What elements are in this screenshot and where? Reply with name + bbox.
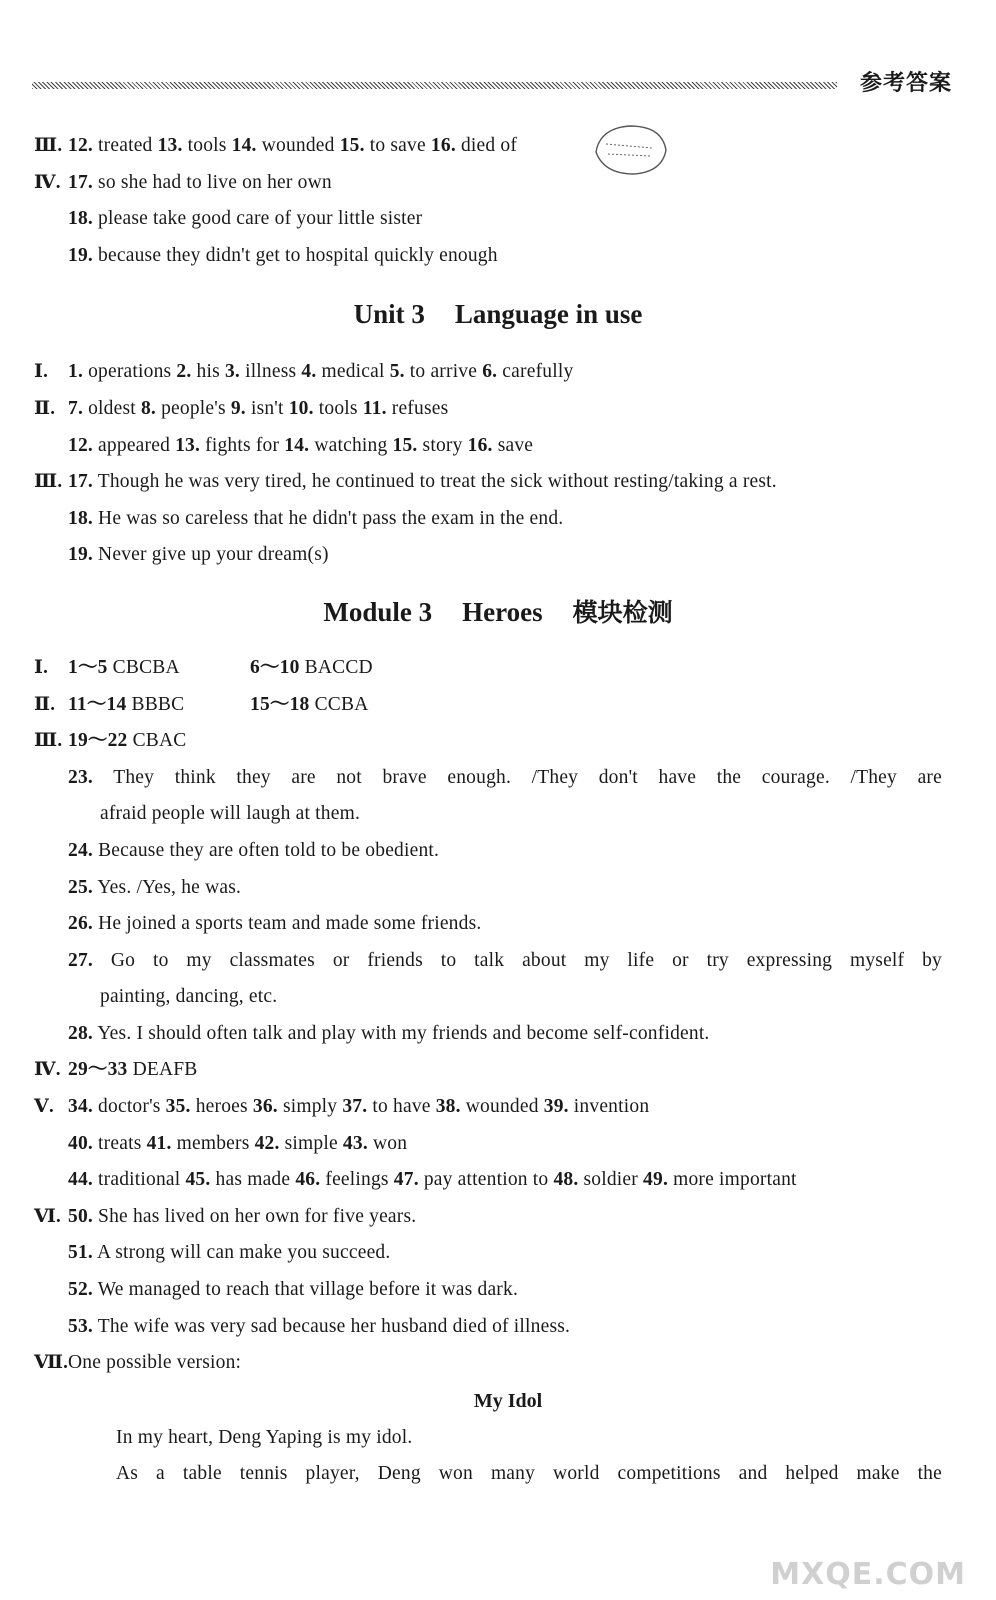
item-number: 52. — [68, 1279, 93, 1301]
item-answer: to arrive — [404, 361, 483, 383]
answer-line — [0, 128, 996, 165]
item-number: 38. — [435, 1096, 461, 1118]
item-number: 37. — [342, 1096, 368, 1118]
answer-text — [68, 391, 448, 428]
item-answer: invention — [568, 1096, 650, 1118]
roman-numeral: Ⅱ. — [34, 397, 56, 419]
answer-line — [0, 1089, 996, 1126]
header-rule — [32, 82, 837, 89]
answer-line-23b — [0, 796, 996, 833]
item-number: 11. — [362, 397, 387, 419]
answer-28-text: Yes. I should often talk and play with my friends and become self-confident. — [97, 1022, 710, 1044]
answer-text — [68, 428, 533, 465]
item-number: 40. — [68, 1132, 93, 1154]
item-answer: more important — [668, 1169, 797, 1191]
item-answer: BACCD — [299, 656, 373, 678]
roman-numeral: Ⅲ. — [34, 135, 63, 156]
answer-line-28: 28. Yes. I should often talk and play with my friends and become self-confident. — [68, 1022, 710, 1044]
item-answer: has made — [210, 1169, 296, 1191]
answer-line-27b — [0, 979, 996, 1016]
item-number: 11～14 — [68, 693, 127, 715]
answer-line — [0, 1126, 996, 1163]
item-answer: pay attention to — [418, 1169, 554, 1191]
answer-text — [68, 1162, 797, 1199]
answer-text — [68, 1235, 390, 1272]
item-number: 15～18 — [250, 693, 310, 715]
item-answer: people's — [156, 397, 231, 419]
item-number: 6. — [482, 361, 498, 383]
roman-numeral: Ⅳ. — [34, 1059, 61, 1081]
item-answer: The wife was very sad because her husband died of illness. — [92, 1315, 571, 1337]
item-answer: A strong will can make you succeed. — [92, 1242, 391, 1264]
item-answer: She has lived on her own for five years. — [92, 1205, 417, 1227]
roman-numeral: Ⅰ. — [34, 656, 49, 678]
item-number: 48. — [553, 1169, 579, 1191]
item-answer: treats — [92, 1132, 147, 1154]
item-answer: so she had to live on her own — [92, 171, 332, 193]
answer-text — [68, 687, 184, 724]
item-number: 18. — [68, 208, 93, 230]
answer-text — [68, 1052, 198, 1089]
roman-numeral: Ⅲ. — [34, 730, 63, 752]
answer-text-second — [250, 687, 368, 724]
item-number: 3. — [224, 361, 240, 383]
item-answer: refuses — [386, 397, 449, 419]
unit3-heading-number: Unit 3 — [353, 299, 425, 330]
answer-line — [0, 464, 996, 501]
item-number: 1. — [68, 361, 84, 383]
essay-paragraph-1-text: In my heart, Deng Yaping is my idol. — [116, 1426, 413, 1448]
item-number: 45. — [185, 1169, 211, 1191]
roman-numeral: Ⅴ. — [34, 1096, 54, 1118]
item-answer: We managed to reach that village before it was dark. — [92, 1279, 519, 1301]
item-answer: simply — [277, 1096, 343, 1118]
answer-23-text-b: afraid people will laugh at them. — [100, 803, 361, 825]
item-number: 14. — [284, 434, 310, 456]
answer-text — [68, 354, 573, 391]
answer-24-text: Because they are often told to be obedient. — [98, 839, 440, 861]
answer-line — [0, 537, 996, 574]
item-number: 12. — [68, 434, 93, 456]
answer-line-23a: 23. They think they are not brave enough. /They don't have the courage. /They are — [68, 766, 942, 788]
vii-intro-text: One possible version: — [68, 1352, 242, 1374]
answer-text — [68, 723, 186, 760]
item-number: 51. — [68, 1242, 93, 1264]
item-number: 41. — [146, 1132, 172, 1154]
item-number: 17. — [68, 471, 93, 493]
roman-numeral: Ⅵ. — [34, 1205, 61, 1227]
section-top — [0, 128, 996, 274]
item-answer: soldier — [578, 1169, 644, 1191]
answer-line — [0, 1309, 996, 1346]
item-number: 35. — [165, 1096, 191, 1118]
item-number: 16. — [467, 434, 493, 456]
answer-line — [0, 723, 996, 760]
item-answer: feelings — [320, 1169, 394, 1191]
item-answer: died of — [455, 135, 518, 156]
answer-line — [0, 165, 996, 202]
essay-paragraph-2-text: As a table tennis player, Deng won many world competitions and helped make the — [116, 1463, 942, 1485]
item-number: 9. — [230, 397, 246, 419]
item-answer: appeared — [92, 434, 176, 456]
item-number: 19～22 — [68, 730, 128, 752]
item-number: 10. — [288, 397, 314, 419]
roman-numeral: Ⅱ. — [34, 693, 56, 715]
answer-text — [68, 1199, 416, 1236]
item-answer: fights for — [200, 434, 285, 456]
answer-line — [0, 687, 996, 724]
roman-numeral: Ⅲ. — [34, 471, 63, 493]
answer-text — [68, 165, 332, 202]
module3-heading-cn: 模块检测 — [572, 597, 673, 627]
answer-line — [0, 1272, 996, 1309]
item-number: 13. — [157, 135, 183, 156]
answer-23-text-a: They think they are not brave enough. /They don't have the courage. /They are — [113, 766, 942, 788]
answer-line — [0, 1199, 996, 1236]
item-answer: medical — [316, 361, 390, 383]
item-answer: CBAC — [127, 730, 187, 752]
item-answer: isn't — [245, 397, 289, 419]
item-answer: oldest — [83, 397, 141, 419]
item-answer: please take good care of your little sister — [92, 208, 423, 230]
answer-line — [0, 501, 996, 538]
item-answer: tools — [313, 397, 363, 419]
answer-line-vii — [0, 1345, 996, 1382]
item-number: 34. — [68, 1096, 93, 1118]
answer-text — [68, 1126, 407, 1163]
item-answer: won — [367, 1132, 408, 1154]
roman-numeral: Ⅰ. — [34, 361, 49, 383]
item-answer: his — [191, 361, 225, 383]
answer-text — [68, 1272, 518, 1309]
answer-line — [0, 391, 996, 428]
unit3-heading — [0, 274, 996, 354]
item-number: 5. — [389, 361, 405, 383]
answer-line — [0, 1052, 996, 1089]
module3-heading — [0, 574, 996, 650]
item-answer: doctor's — [92, 1096, 166, 1118]
item-number: 53. — [68, 1315, 93, 1337]
item-number: 16. — [430, 135, 456, 156]
item-number: 36. — [252, 1096, 278, 1118]
item-number: 50. — [68, 1205, 93, 1227]
answer-26-text: He joined a sports team and made some friends. — [98, 913, 482, 935]
item-answer: to save — [364, 135, 431, 156]
answer-line-25: 25. Yes. /Yes, he was. — [68, 876, 242, 898]
roman-numeral: Ⅶ. — [34, 1352, 69, 1374]
item-number: 13. — [175, 434, 201, 456]
item-number: 19. — [68, 544, 93, 566]
item-answer: heroes — [190, 1096, 253, 1118]
answer-content — [0, 128, 996, 1493]
item-number: 14. — [231, 135, 257, 156]
item-number: 12. — [68, 135, 93, 156]
item-answer: story — [417, 434, 468, 456]
item-answer: illness — [240, 361, 302, 383]
answer-text — [68, 501, 563, 538]
item-number: 39. — [543, 1096, 569, 1118]
item-answer: Though he was very tired, he continued to treat the sick without resting/taking a rest. — [92, 471, 777, 493]
item-answer: DEAFB — [127, 1059, 198, 1081]
item-number: 42. — [254, 1132, 280, 1154]
item-answer: tools — [182, 135, 232, 156]
item-number: 46. — [295, 1169, 321, 1191]
item-number: 6～10 — [250, 656, 300, 678]
section-module3-rest — [0, 1052, 996, 1345]
item-number: 4. — [301, 361, 317, 383]
item-answer: watching — [309, 434, 393, 456]
item-answer: carefully — [497, 361, 574, 383]
item-number: 49. — [643, 1169, 669, 1191]
answer-27-text-b: painting, dancing, etc. — [100, 986, 278, 1008]
essay-paragraph-2 — [0, 1456, 996, 1493]
answer-line — [0, 428, 996, 465]
header-label: 参考答案 — [859, 71, 952, 96]
answer-line — [0, 650, 996, 687]
answer-text — [68, 201, 422, 238]
answer-text-second — [250, 650, 373, 687]
item-number: 19. — [68, 244, 93, 266]
essay-paragraph-1 — [0, 1420, 996, 1457]
answer-text — [68, 464, 777, 501]
item-answer: Never give up your dream(s) — [92, 544, 329, 566]
item-number: 47. — [393, 1169, 419, 1191]
item-answer: operations — [83, 361, 177, 383]
item-number: 8. — [140, 397, 156, 419]
answer-line — [0, 354, 996, 391]
item-answer: members — [171, 1132, 255, 1154]
item-answer: save — [492, 434, 534, 456]
item-number: 18. — [68, 507, 93, 529]
answer-line — [0, 201, 996, 238]
answer-line-27a: 27. Go to my classmates or friends to talk about my life or try expressing myself by — [68, 949, 942, 971]
answer-text — [68, 1089, 649, 1126]
item-number: 2. — [176, 361, 192, 383]
watermark: MXQE.COM — [770, 1557, 966, 1592]
item-number: 17. — [68, 171, 93, 193]
answer-line-24: 24. Because they are often told to be obedient. — [68, 839, 440, 861]
item-number: 43. — [342, 1132, 368, 1154]
answer-line — [0, 1162, 996, 1199]
item-number: 15. — [339, 135, 365, 156]
answer-27-text-a: Go to my classmates or friends to talk about my life or try expressing myself by — [110, 949, 942, 971]
item-number: 7. — [68, 397, 84, 419]
answer-text — [68, 1309, 570, 1346]
item-number: 15. — [392, 434, 418, 456]
item-number: 29～33 — [68, 1059, 128, 1081]
item-answer: because they didn't get to hospital quickly enough — [92, 244, 498, 266]
item-answer: treated — [92, 135, 158, 156]
item-number: 44. — [68, 1169, 93, 1191]
answer-line — [0, 1235, 996, 1272]
answer-text — [68, 650, 180, 687]
item-answer: simple — [279, 1132, 343, 1154]
answer-text — [68, 238, 498, 275]
item-answer: to have — [367, 1096, 436, 1118]
item-answer: CBCBA — [107, 656, 180, 678]
module3-heading-number: Module 3 — [323, 596, 433, 627]
answer-25-text: Yes. /Yes, he was. — [97, 876, 242, 898]
essay-title: My Idol — [473, 1389, 543, 1412]
answer-line — [0, 238, 996, 275]
item-answer: CCBA — [309, 693, 369, 715]
item-number: 1～5 — [68, 656, 108, 678]
roman-numeral: Ⅳ. — [34, 171, 61, 193]
section-module3 — [0, 650, 996, 760]
unit3-heading-title: Language in use — [454, 299, 643, 330]
module3-heading-title: Heroes — [462, 596, 543, 627]
section-unit3 — [0, 354, 996, 574]
answer-text — [68, 128, 517, 165]
item-answer: BBBC — [126, 693, 185, 715]
item-answer: wounded — [460, 1096, 544, 1118]
item-answer: He was so careless that he didn't pass the exam in the end. — [92, 507, 564, 529]
item-answer: wounded — [256, 135, 340, 156]
answer-text — [68, 537, 329, 574]
item-answer: traditional — [92, 1169, 186, 1191]
answer-line-26: 26. He joined a sports team and made some friends. — [68, 913, 482, 935]
